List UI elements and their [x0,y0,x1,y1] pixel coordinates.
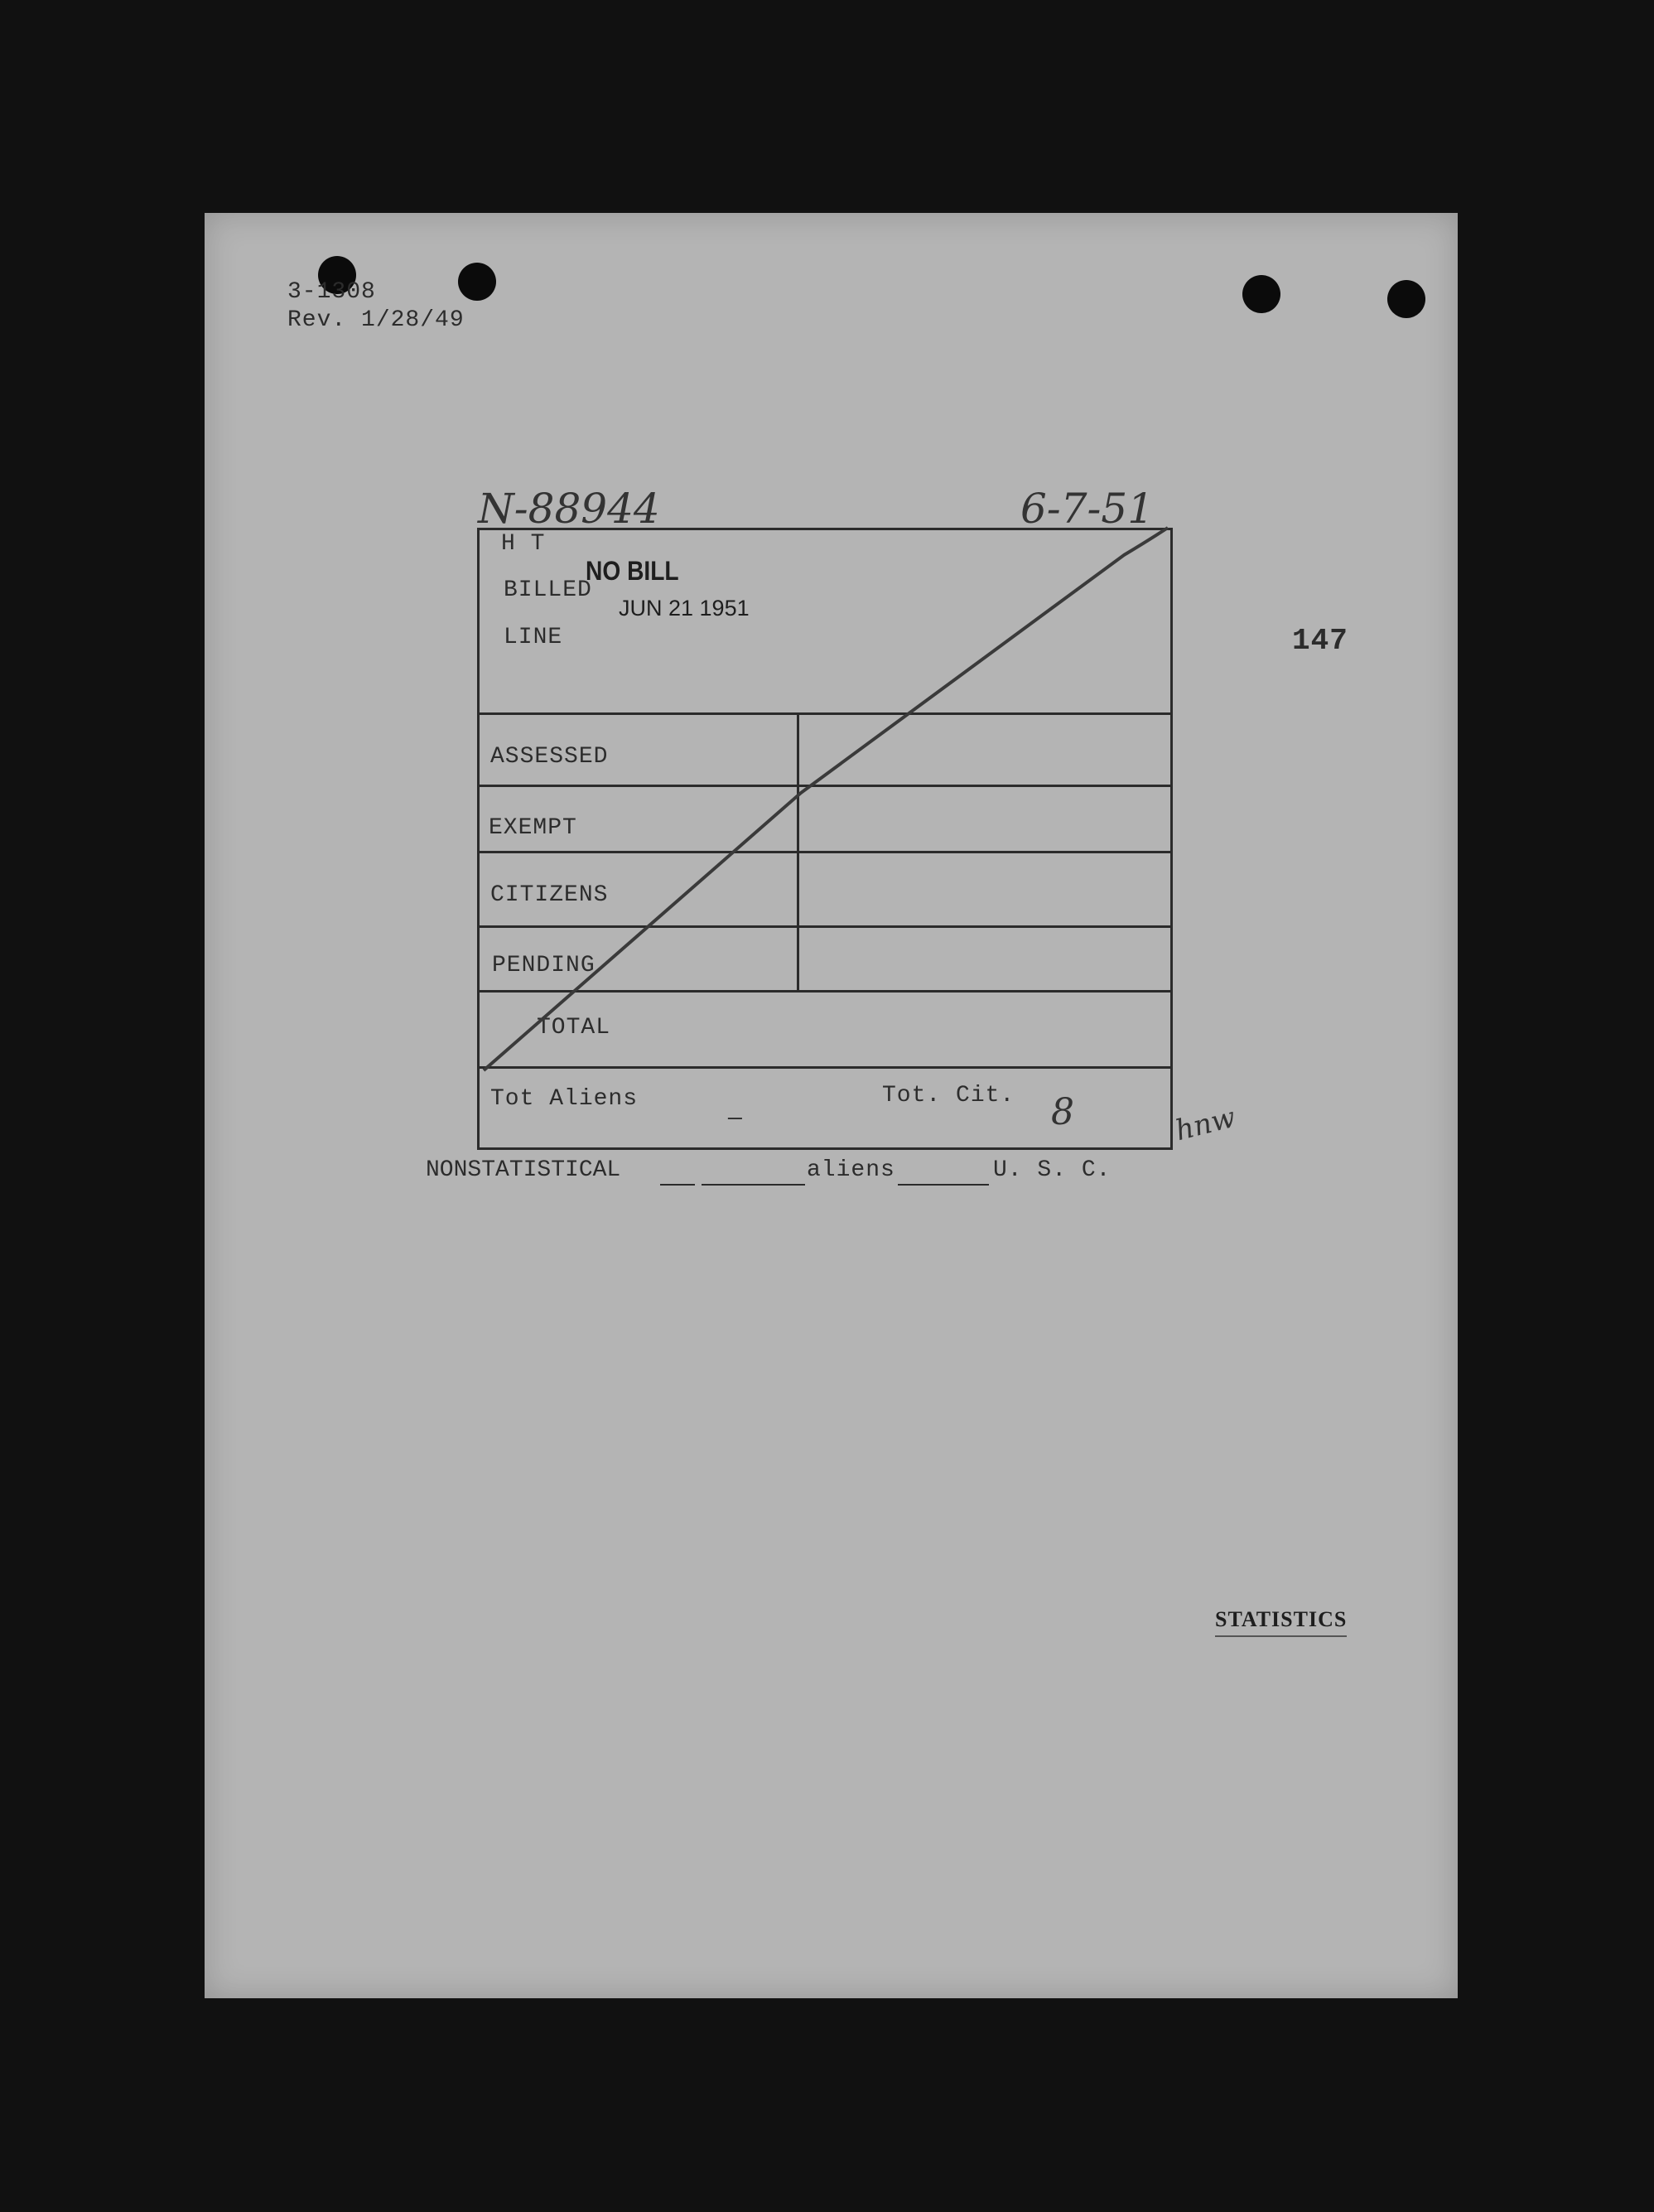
handwritten-file-number: N-88944 [478,485,660,533]
statistics-stamp: STATISTICS [1215,1607,1347,1637]
row-label-pending: PENDING [492,953,596,978]
label-line: LINE [504,625,563,650]
handwritten-date: 6-7-51 [1020,485,1155,533]
tot-aliens-label: Tot Aliens [490,1086,639,1112]
handwritten-initials: hnw [1172,1100,1239,1148]
handwritten-dash: — [728,1106,743,1132]
row-label-citizens: CITIZENS [490,882,609,908]
form-number: 3-1308 [287,279,376,305]
nonstatistical-label: NONSTATISTICAL [426,1157,621,1183]
page-number: 147 [1292,624,1348,658]
handwritten-tot-cit-value: 8 [1051,1091,1074,1133]
document-page [205,213,1458,1998]
blank-underline [660,1184,695,1186]
void-diagonal-line [205,213,1458,1207]
total-label: TOTAL [537,1015,611,1041]
row-label-assessed: ASSESSED [490,744,609,770]
aliens-label: aliens [807,1157,895,1183]
date-stamp: JUN 21 1951 [619,596,750,621]
row-label-exempt: EXEMPT [489,815,577,841]
no-bill-stamp: NO BILL [586,556,679,586]
tot-cit-label: Tot. Cit. [882,1083,1015,1108]
label-billed: BILLED [504,577,592,603]
label-ht: H T [501,531,546,557]
form-revision: Rev. 1/28/49 [287,307,465,333]
blank-underline [898,1184,989,1186]
blank-underline [702,1184,805,1186]
usc-label: U. S. C. [993,1157,1112,1183]
